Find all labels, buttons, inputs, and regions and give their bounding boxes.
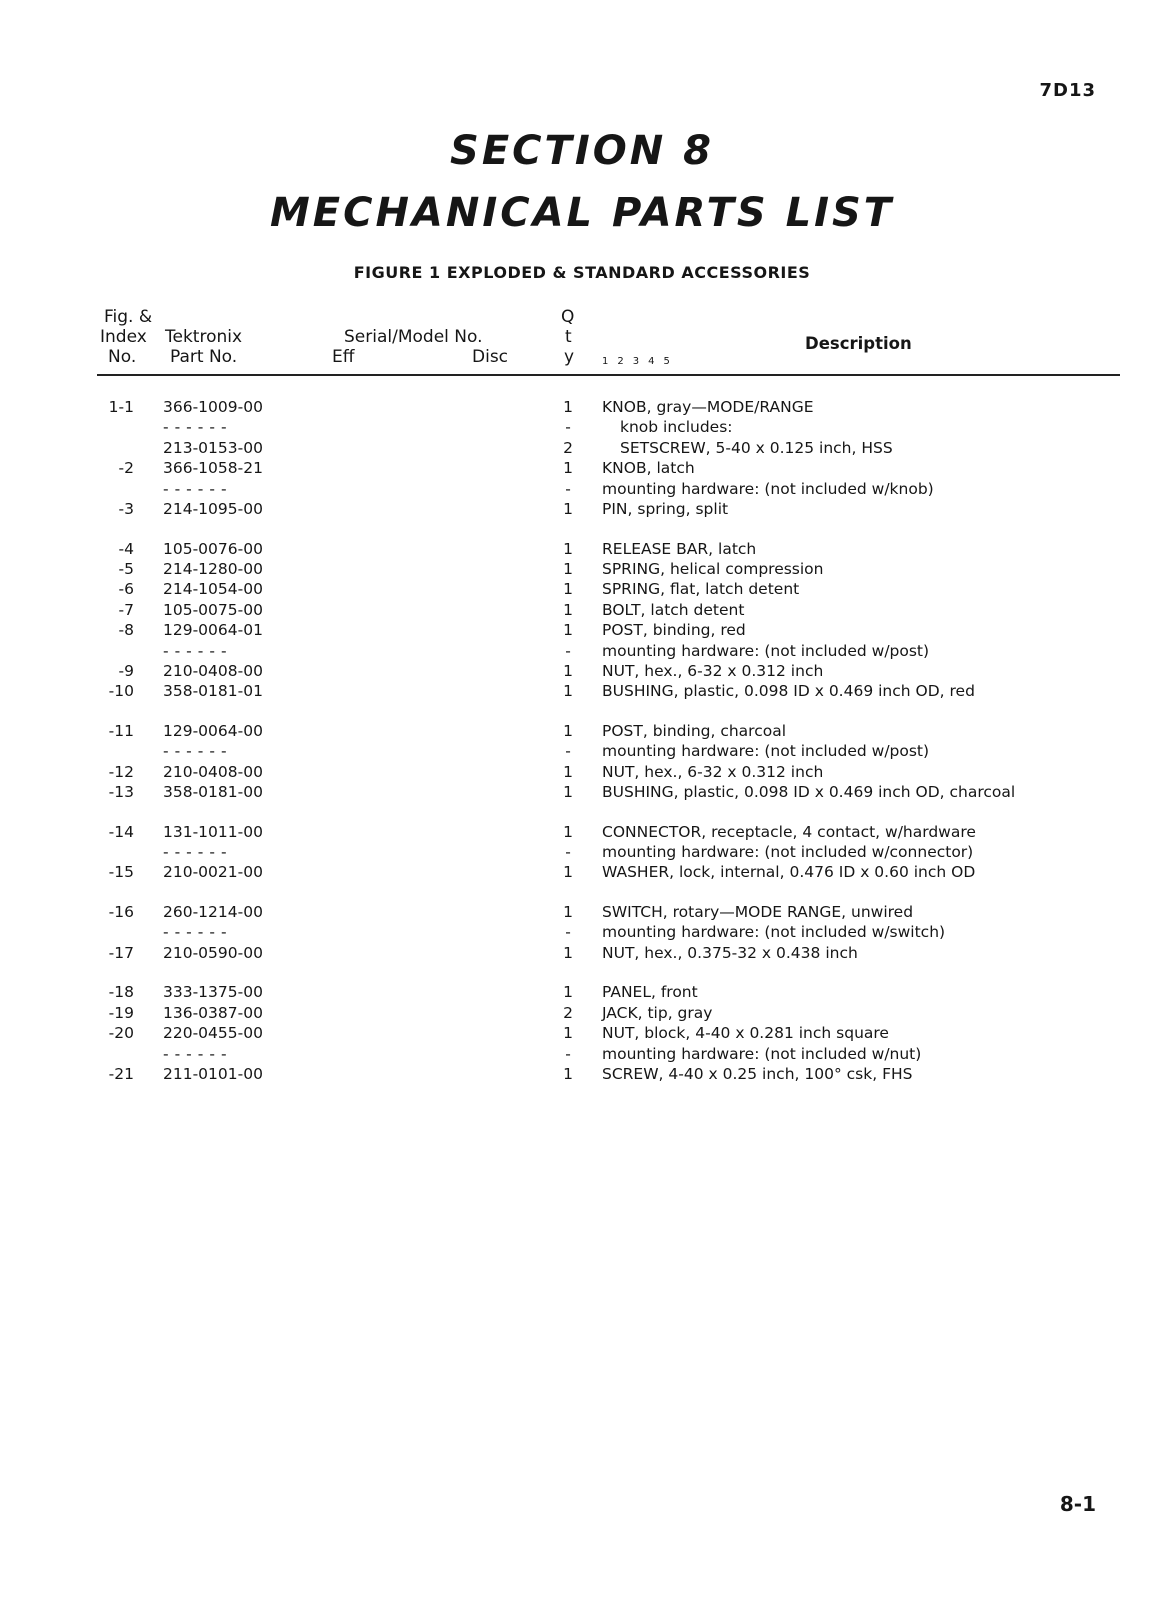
description: mounting hardware: (not included w/nut) — [602, 1044, 922, 1063]
part-number: ------ — [163, 418, 233, 437]
table-row — [0, 642, 1164, 662]
description: mounting hardware: (not included w/knob) — [602, 479, 934, 498]
quantity: 1 — [563, 682, 573, 701]
description: CONNECTOR, receptacle, 4 contact, w/hardware — [602, 822, 976, 841]
table-row — [0, 863, 1164, 903]
index-number: -12 — [108, 762, 134, 781]
part-number: ------ — [163, 843, 233, 862]
description-header: Description — [805, 334, 912, 353]
part-number: 105-0075-00 — [163, 600, 263, 619]
table-row — [0, 621, 1164, 641]
description: NUT, hex., 6-32 x 0.312 inch — [602, 661, 824, 680]
serial-header: Serial/Model No. — [344, 327, 483, 347]
quantity: 1 — [563, 600, 573, 619]
qty-header-t: t — [565, 327, 572, 347]
part-number: 333-1375-00 — [163, 983, 263, 1002]
table-row — [0, 580, 1164, 600]
quantity: - — [565, 843, 571, 862]
page-number: 8-1 — [1059, 1492, 1096, 1516]
part-number: 105-0076-00 — [163, 539, 263, 558]
description: SPRING, flat, latch detent — [602, 580, 800, 599]
part-number: 220-0455-00 — [163, 1024, 263, 1043]
quantity: 1 — [563, 822, 573, 841]
index-number: -20 — [108, 1024, 134, 1043]
part-number: 213-0153-00 — [163, 438, 263, 457]
part-number: 358-0181-01 — [163, 682, 263, 701]
table-row — [0, 843, 1164, 863]
quantity: 1 — [563, 559, 573, 578]
quantity: - — [565, 641, 571, 660]
quantity: 1 — [563, 499, 573, 518]
part-number: ------ — [163, 742, 233, 761]
table-row — [0, 923, 1164, 943]
quantity: 1 — [563, 459, 573, 478]
quantity: 2 — [563, 438, 573, 457]
part-number: 214-1280-00 — [163, 559, 263, 578]
description: mounting hardware: (not included w/connector) — [602, 843, 974, 862]
description: RELEASE BAR, latch — [602, 539, 757, 558]
quantity: 1 — [563, 983, 573, 1002]
quantity: 1 — [563, 539, 573, 558]
part-number: ------ — [163, 479, 233, 498]
description: knob includes: — [620, 418, 733, 437]
figure-title: FIGURE 1 EXPLODED & STANDARD ACCESSORIES — [353, 263, 811, 282]
part-number: 211-0101-00 — [163, 1064, 263, 1083]
part-number: 366-1009-00 — [163, 398, 263, 416]
table-row — [0, 1024, 1164, 1044]
part-number: ------ — [163, 641, 233, 660]
description: SETSCREW, 5-40 x 0.125 inch, HSS — [620, 438, 893, 457]
part-number: 214-1095-00 — [163, 499, 263, 518]
part-number: 129-0064-01 — [163, 621, 263, 640]
index-number: -13 — [108, 783, 134, 802]
table-row — [0, 1004, 1164, 1024]
quantity: - — [565, 418, 571, 437]
index-number: -15 — [108, 863, 134, 882]
table-row — [0, 601, 1164, 621]
description: BUSHING, plastic, 0.098 ID x 0.469 inch OD, red — [602, 682, 975, 701]
quantity: 1 — [563, 1024, 573, 1043]
section-heading: SECTION 8 — [450, 128, 714, 174]
part-number: 358-0181-00 — [163, 783, 263, 802]
table-row — [0, 682, 1164, 722]
description: JACK, tip, gray — [602, 1003, 713, 1022]
header-divider — [97, 374, 1120, 376]
table-row — [0, 944, 1164, 984]
table-row — [0, 500, 1164, 540]
part-number: 129-0064-00 — [163, 721, 263, 740]
part-number: 260-1214-00 — [163, 903, 263, 922]
index-number: -10 — [108, 682, 134, 701]
quantity: - — [565, 479, 571, 498]
index-number: -5 — [118, 559, 134, 578]
quantity: 2 — [563, 1003, 573, 1022]
fig-header-line1: Fig. & — [104, 307, 153, 327]
quantity: 1 — [563, 863, 573, 882]
description: KNOB, latch — [602, 459, 695, 478]
table-row — [0, 459, 1164, 479]
table-row — [0, 722, 1164, 742]
fig-header-line3: No. — [108, 347, 137, 367]
index-number: -7 — [118, 600, 134, 619]
index-number: -4 — [118, 539, 134, 558]
table-row — [0, 823, 1164, 843]
description: BUSHING, plastic, 0.098 ID x 0.469 inch OD, charcoal — [602, 783, 1016, 802]
quantity: 1 — [563, 661, 573, 680]
part-number: 210-0590-00 — [163, 943, 263, 962]
table-row — [0, 742, 1164, 762]
index-number: 1-1 — [108, 398, 134, 416]
table-row — [0, 418, 1164, 438]
serial-disc-header: Disc — [472, 347, 509, 367]
table-row — [0, 983, 1164, 1003]
parts-list — [0, 398, 1164, 1085]
index-number: -2 — [118, 459, 134, 478]
part-number: 210-0021-00 — [163, 863, 263, 882]
quantity: - — [565, 923, 571, 942]
index-number: -17 — [108, 943, 134, 962]
table-row — [0, 1065, 1164, 1085]
description: POST, binding, red — [602, 621, 746, 640]
table-row — [0, 662, 1164, 682]
part-header-line2: Part No. — [170, 347, 238, 367]
description: SWITCH, rotary—MODE RANGE, unwired — [602, 903, 914, 922]
serial-eff-header: Eff — [332, 347, 355, 367]
quantity: 1 — [563, 943, 573, 962]
part-number: 210-0408-00 — [163, 762, 263, 781]
description: SCREW, 4-40 x 0.25 inch, 100° csk, FHS — [602, 1064, 913, 1083]
description: KNOB, gray—MODE/RANGE — [602, 398, 814, 416]
indent-levels: 12345 — [602, 356, 679, 367]
table-row — [0, 763, 1164, 783]
qty-header-y: y — [564, 347, 575, 367]
index-number: -19 — [108, 1003, 134, 1022]
fig-header-line2: Index — [100, 327, 147, 347]
quantity: 1 — [563, 783, 573, 802]
part-header-line1: Tektronix — [165, 327, 243, 347]
part-number: 136-0387-00 — [163, 1003, 263, 1022]
table-row — [0, 439, 1164, 459]
part-number: 131-1011-00 — [163, 822, 263, 841]
quantity: - — [565, 1044, 571, 1063]
page-title: MECHANICAL PARTS LIST — [269, 190, 895, 236]
index-number: -16 — [108, 903, 134, 922]
part-number: 210-0408-00 — [163, 661, 263, 680]
index-number: -8 — [118, 621, 134, 640]
table-row — [0, 540, 1164, 560]
table-row — [0, 1045, 1164, 1065]
description: WASHER, lock, internal, 0.476 ID x 0.60 inch OD — [602, 863, 976, 882]
description: mounting hardware: (not included w/post) — [602, 742, 930, 761]
model-number: 7D13 — [1039, 80, 1096, 101]
description: SPRING, helical compression — [602, 559, 824, 578]
description: PIN, spring, split — [602, 499, 729, 518]
index-number: -6 — [118, 580, 134, 599]
quantity: 1 — [563, 580, 573, 599]
quantity: - — [565, 742, 571, 761]
qty-header-q: Q — [561, 307, 575, 327]
table-row — [0, 480, 1164, 500]
description: NUT, hex., 0.375-32 x 0.438 inch — [602, 943, 858, 962]
index-number: -18 — [108, 983, 134, 1002]
description: POST, binding, charcoal — [602, 721, 787, 740]
description: mounting hardware: (not included w/post) — [602, 641, 930, 660]
quantity: 1 — [563, 621, 573, 640]
part-number: ------ — [163, 923, 233, 942]
quantity: 1 — [563, 398, 573, 416]
index-number: -11 — [108, 721, 134, 740]
quantity: 1 — [563, 903, 573, 922]
part-number: 366-1058-21 — [163, 459, 263, 478]
quantity: 1 — [563, 721, 573, 740]
part-number: ------ — [163, 1044, 233, 1063]
table-row — [0, 903, 1164, 923]
description: PANEL, front — [602, 983, 698, 1002]
table-row — [0, 398, 1164, 418]
part-number: 214-1054-00 — [163, 580, 263, 599]
quantity: 1 — [563, 762, 573, 781]
index-number: -14 — [108, 822, 134, 841]
description: mounting hardware: (not included w/switch) — [602, 923, 946, 942]
table-row — [0, 560, 1164, 580]
index-number: -9 — [118, 661, 134, 680]
description: NUT, block, 4-40 x 0.281 inch square — [602, 1024, 889, 1043]
index-number: -21 — [108, 1064, 134, 1083]
description: BOLT, latch detent — [602, 600, 745, 619]
index-number: -3 — [118, 499, 134, 518]
table-row — [0, 783, 1164, 823]
description: NUT, hex., 6-32 x 0.312 inch — [602, 762, 824, 781]
quantity: 1 — [563, 1064, 573, 1083]
